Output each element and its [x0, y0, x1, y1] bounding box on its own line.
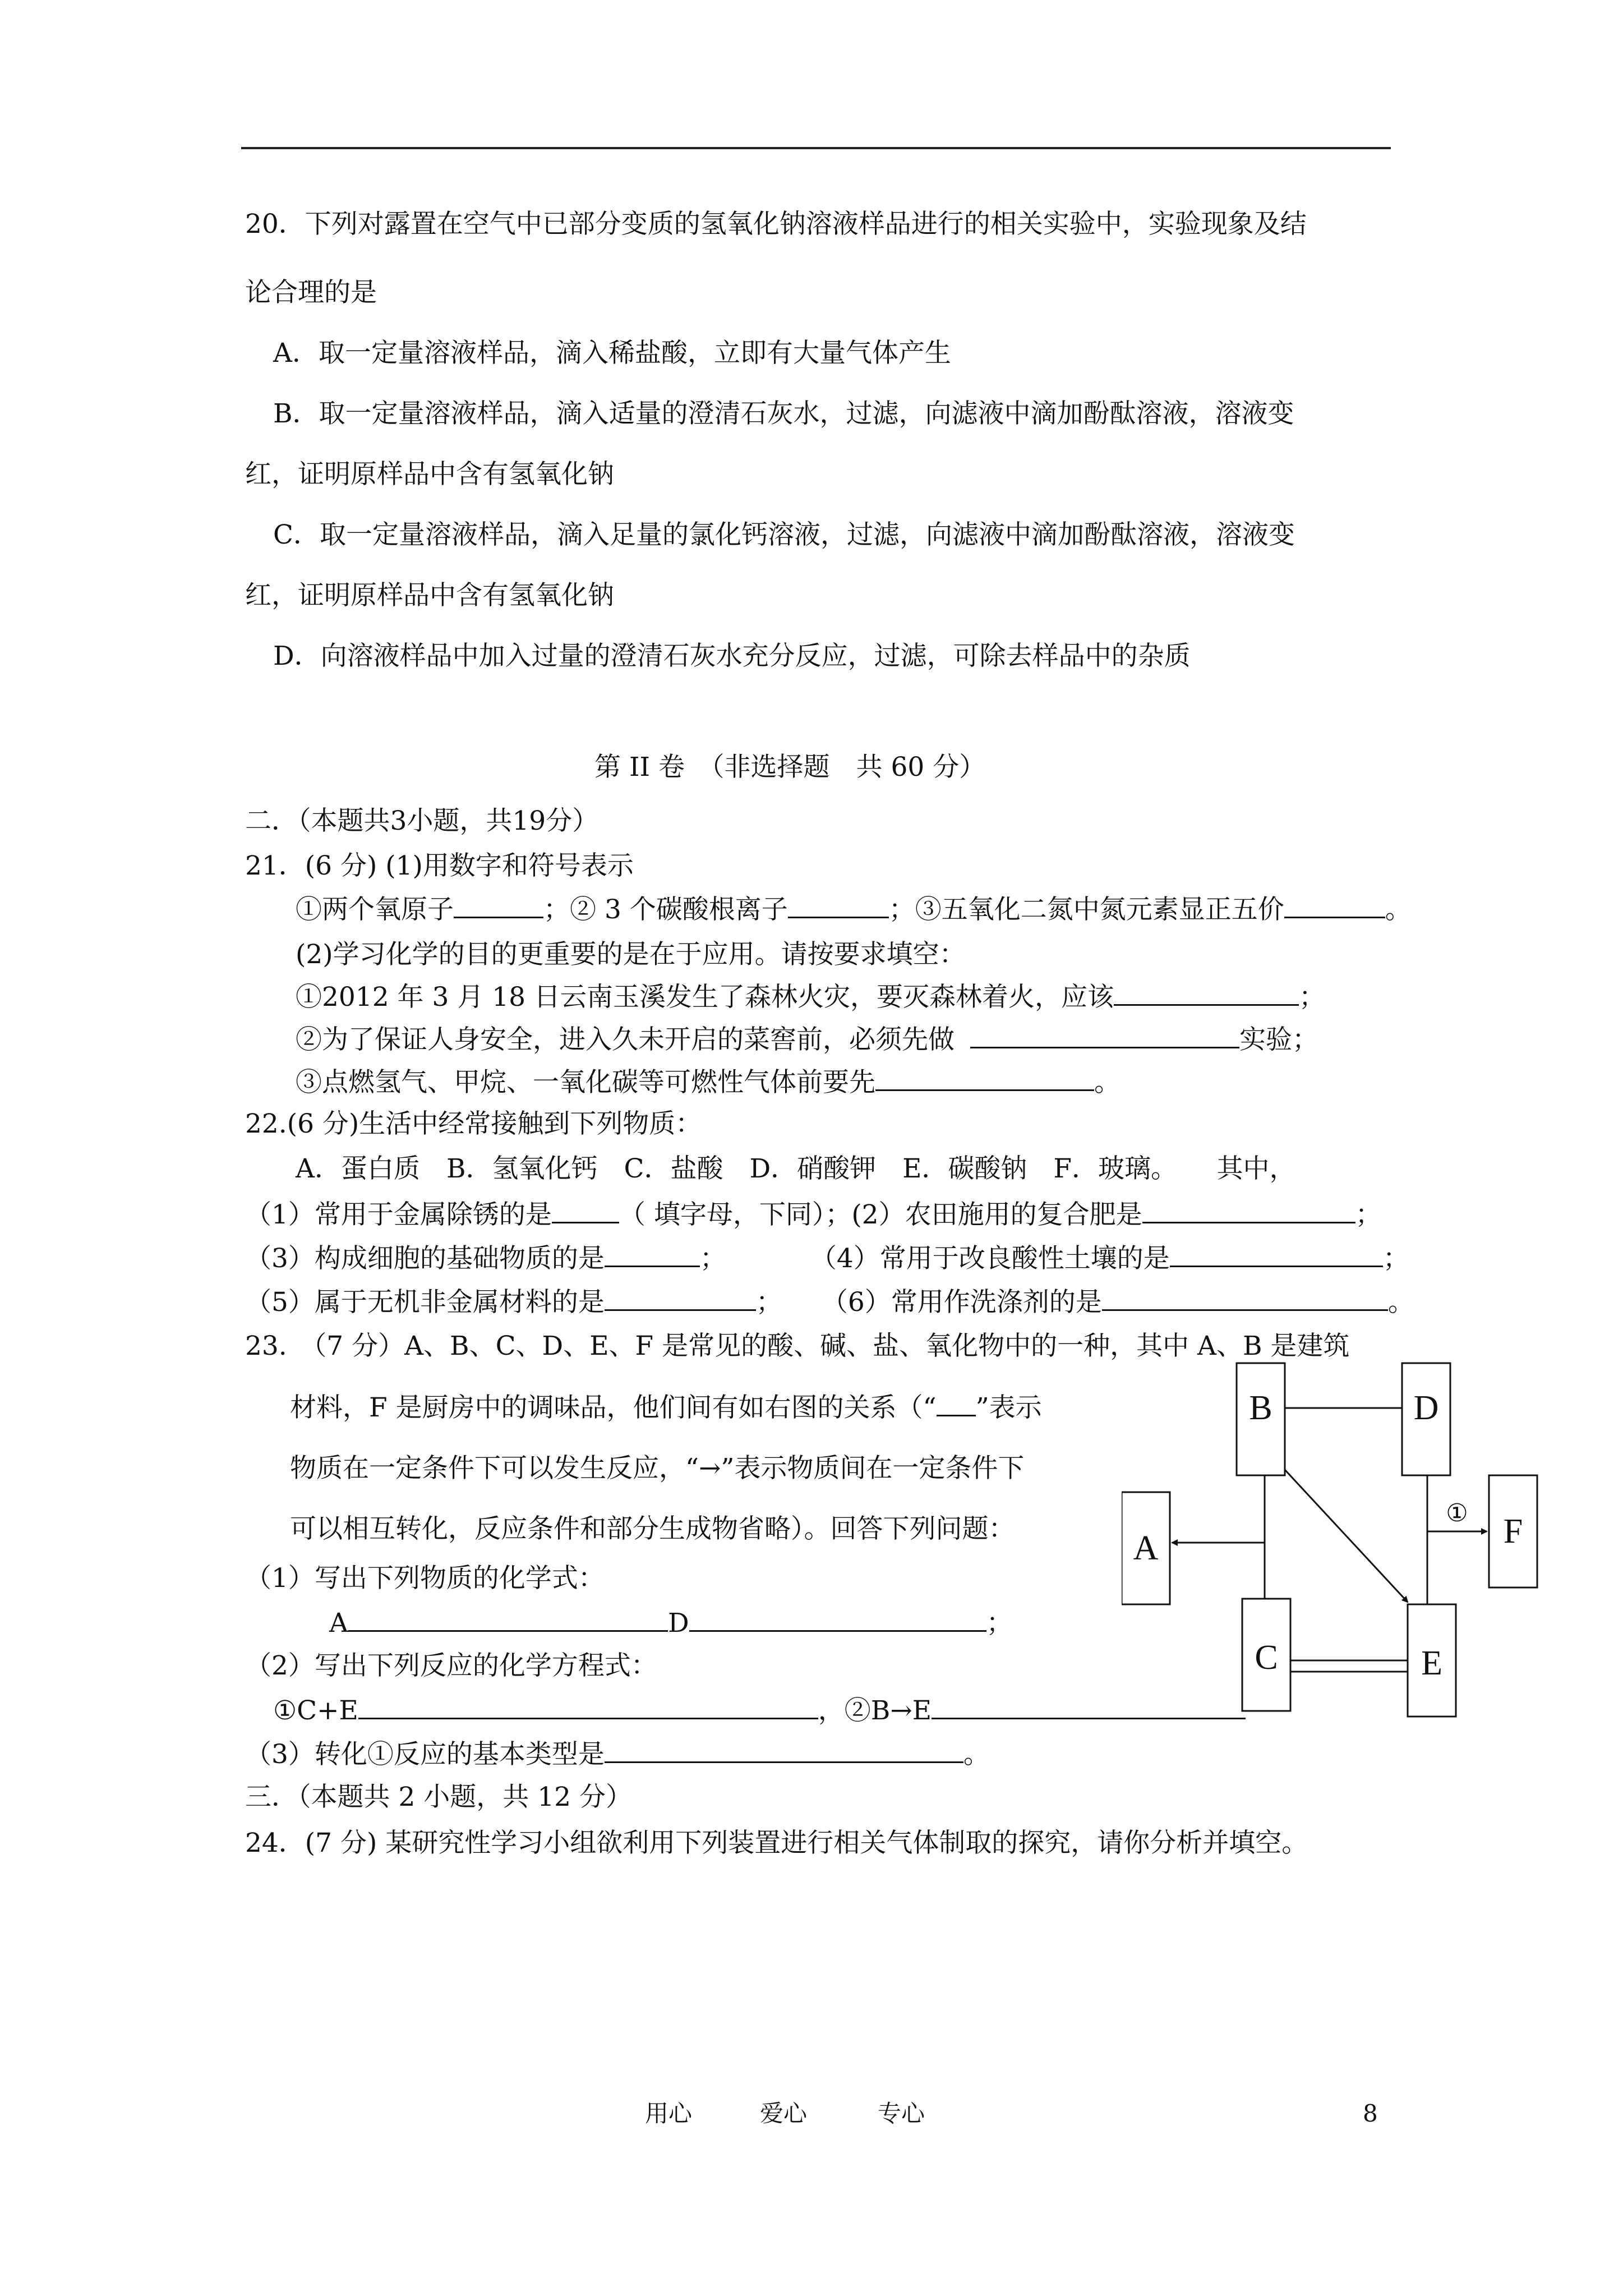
q23-line3: 物质在一定条件下可以发生反应，“→”表示物质间在一定条件下 [290, 1453, 1025, 1484]
q22-blank-fertilizer[interactable] [1142, 1197, 1355, 1223]
q22-blank-nonmetal[interactable] [605, 1285, 756, 1311]
q23-line5: （1）写出下列物质的化学式： [245, 1563, 605, 1594]
q21-blank-cellar[interactable] [970, 1022, 1239, 1048]
q21-line5 [296, 1022, 1318, 1057]
q23-blank-eq1[interactable] [358, 1693, 818, 1719]
q22-item1-label: （1）常用于金属除锈的是 [245, 1199, 552, 1230]
q22-blank-cell[interactable] [605, 1241, 700, 1267]
q23-eq1-label: ①C+E [273, 1695, 358, 1726]
q20-option-b-line2: 红，证明原样品中含有氢氧化钠 [245, 459, 614, 490]
q20-stem-line1: 20．下列对露置在空气中已部分变质的氢氧化钠溶液样品进行的相关实验中，实验现象及结 [245, 209, 1307, 240]
q21-blank-fire[interactable] [1114, 979, 1299, 1006]
q21-cellar-label: ②为了保证人身安全，进入久未开启的菜窖前，必须先做 [296, 1024, 955, 1055]
q23-blank-reaction-type[interactable] [605, 1737, 963, 1763]
q21-line1: 21．(6 分) (1)用数字和符号表示 [245, 850, 634, 881]
q20-option-c-line2: 红，证明原样品中含有氢氧化钠 [245, 580, 614, 611]
q21-ignite-label: ③点燃氢气、甲烷、一氧化碳等可燃性气体前要先 [296, 1067, 875, 1098]
q22-line1: 22.(6 分)生活中经常接触到下列物质： [245, 1108, 702, 1139]
q23-line6-end: ； [986, 1608, 1013, 1639]
q21-line2-end: 。 [1385, 894, 1412, 925]
q22-item5-label: （5）属于无机非金属材料的是 [245, 1287, 605, 1318]
q23-reaction-line-symbol [937, 1390, 976, 1416]
q21-line3: (2)学习化学的目的更重要的是在于应用。请按要求填空： [296, 939, 966, 970]
q21-item2-label: ；② 3 个碳酸根离子 [543, 894, 788, 925]
q22-blank-detergent[interactable] [1102, 1285, 1388, 1311]
q22-item4-label: （4）常用于改良酸性土壤的是 [810, 1243, 1170, 1274]
page-number: 8 [1363, 2100, 1378, 2127]
q22-item2-label: （ 填字母，下同）；(2）农田施用的复合肥是 [619, 1199, 1142, 1230]
q23-line9-end: 。 [963, 1739, 990, 1770]
q21-line2 [296, 892, 1412, 927]
q22-line3-end: ； [1355, 1199, 1382, 1230]
q22-blank-soil[interactable] [1170, 1241, 1383, 1267]
header-rule [241, 147, 1391, 149]
q22-line5 [245, 1285, 1414, 1319]
q22-item5-end: ； [755, 1287, 782, 1318]
q22-item3-label: （3）构成细胞的基础物质的是 [245, 1243, 605, 1274]
label-conversion-1: ① [1446, 1499, 1468, 1527]
q23-reaction-type-label: （3）转化①反应的基本类型是 [245, 1739, 605, 1770]
section3-header: 三．（本题共 2 小题，共 12 分） [245, 1782, 632, 1812]
q20-option-a: A．取一定量溶液样品，滴入稀盐酸，立即有大量气体产生 [273, 338, 951, 369]
q21-item3-label: ；③五氧化二氮中氮元素显正五价 [888, 894, 1284, 925]
q23-formula-d-label: D [667, 1608, 689, 1639]
label-d: D [1413, 1389, 1439, 1427]
q22-blank-rust[interactable] [552, 1197, 619, 1223]
q20-option-b-line1: B．取一定量溶液样品，滴入适量的澄清石灰水，过滤，向滤液中滴加酚酞溶液，溶液变 [273, 398, 1294, 429]
q20-stem-line2: 论合理的是 [245, 277, 377, 308]
q23-line1: 23. （7 分）A、B、C、D、E、F 是常见的酸、碱、盐、氧化物中的一种，其中 A、B 是建筑 [245, 1331, 1350, 1361]
q23-line2 [290, 1390, 1042, 1425]
q23-eq2-label: ，②B→E [818, 1695, 932, 1726]
q21-blank-nitrogen-valence[interactable] [1284, 892, 1385, 918]
q21-line4-end: ； [1299, 982, 1326, 1013]
q23-blank-formula-d[interactable] [689, 1605, 986, 1632]
q23-line4: 可以相互转化，反应条件和部分生成物省略）。回答下列问题： [290, 1513, 1015, 1544]
q23-line6 [329, 1605, 1013, 1640]
q23-formula-a-label: A [329, 1608, 348, 1639]
footer-motto-3: 专心 [878, 2100, 925, 2127]
q22-line4-end: ； [1382, 1243, 1409, 1274]
relationship-diagram [1122, 1358, 1548, 1773]
q24-line1: 24．(7 分) 某研究性学习小组欲利用下列装置进行相关气体制取的探究，请你分析并填空。 [245, 1828, 1308, 1858]
q22-item3-end: ； [699, 1243, 726, 1274]
q22-line5-end: 。 [1387, 1287, 1414, 1318]
q22-line3 [245, 1197, 1382, 1232]
label-e: E [1421, 1644, 1442, 1682]
q20-option-d: D．向溶液样品中加入过量的澄清石灰水充分反应，过滤，可除去样品中的杂质 [273, 641, 1191, 671]
q22-item6-label: （6）常用作洗涤剂的是 [821, 1287, 1102, 1318]
q21-line6-end: 。 [1094, 1067, 1121, 1098]
q21-fire-label: ①2012 年 3 月 18 日云南玉溪发生了森林火灾，要灭森林着火，应该 [296, 982, 1114, 1013]
q23-line7: （2）写出下列反应的化学方程式： [245, 1650, 657, 1681]
section2-header: 二．（本题共3小题，共19分） [245, 806, 599, 836]
footer-motto-1: 用心 [645, 2100, 693, 2127]
label-a: A [1133, 1529, 1159, 1567]
q23-line8 [273, 1693, 1246, 1728]
part2-title: 第 II 卷 （非选择题 共 60 分） [594, 752, 986, 783]
q21-item1-label: ①两个氧原子 [296, 894, 454, 925]
footer-motto-2: 爱心 [760, 2100, 808, 2127]
q21-blank-carbonate-ions[interactable] [788, 892, 889, 918]
arrow-b-e [1285, 1470, 1408, 1602]
q23-line2-end: ”表示 [975, 1392, 1042, 1423]
q21-line5-end: 实验； [1239, 1024, 1318, 1055]
q21-blank-oxygen-atoms[interactable] [454, 892, 543, 918]
q20-option-c-line1: C．取一定量溶液样品，滴入足量的氯化钙溶液，过滤，向滤液中滴加酚酞溶液，溶液变 [273, 519, 1295, 550]
label-f: F [1503, 1512, 1523, 1550]
q23-line2-start: 材料，F 是厨房中的调味品，他们间有如右图的关系（“ [290, 1392, 937, 1423]
q22-line2: A．蛋白质 B．氢氧化钙 C．盐酸 D．硝酸钾 E．碳酸钠 F．玻璃。 其中， [296, 1153, 1296, 1184]
q21-blank-ignite[interactable] [875, 1065, 1094, 1091]
label-b: B [1249, 1389, 1272, 1427]
q22-line4 [245, 1241, 1409, 1276]
q23-line9 [245, 1737, 990, 1772]
q23-blank-formula-a[interactable] [348, 1605, 668, 1632]
q21-line4 [296, 979, 1325, 1014]
label-c: C [1255, 1639, 1278, 1677]
q21-line6 [296, 1065, 1121, 1099]
